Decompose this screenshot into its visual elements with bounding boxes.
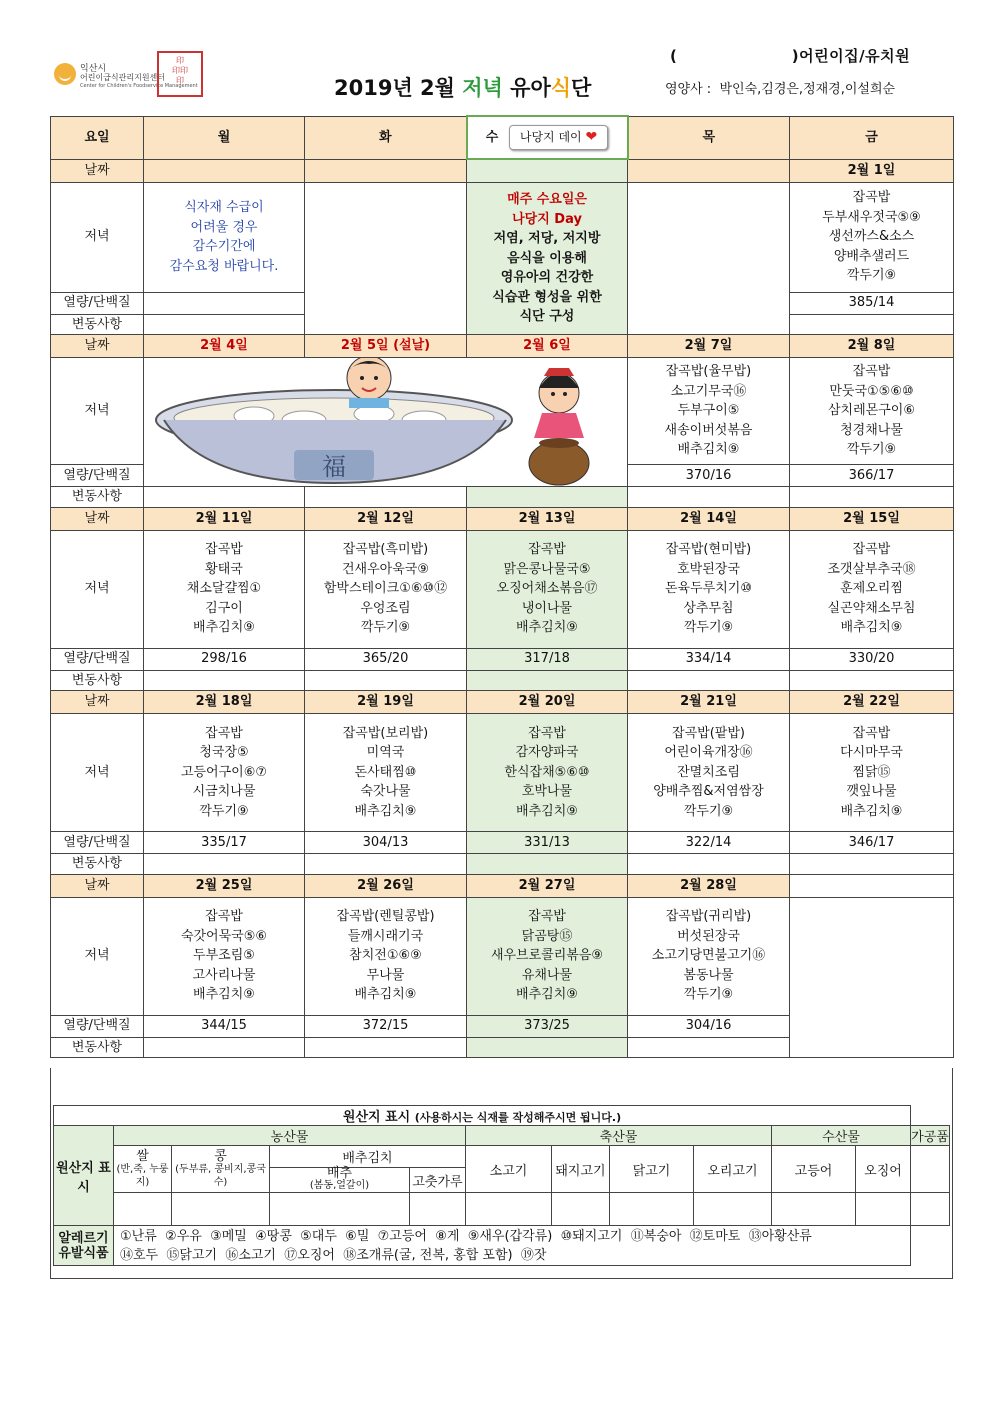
empty-menu-cell [790,897,954,1058]
changes-label: 변동사항 [51,487,144,508]
menu-item: 잡곡밥 [205,542,243,558]
allergy-label: 알레르기 유발식품 [54,1226,114,1266]
menu-cell [467,714,628,832]
allergy-line: ①난류 ②우유 ③메밀 ④땅콩 ⑤대두 ⑥밀 ⑦고등어 ⑧게 ⑨새우(갑각류) ⑩돼지고기 ⑪복숭아 ⑫토마토 ⑬아황산류 [120,1228,812,1244]
origin-title [54,1106,911,1126]
nutrition-cell: 334/14 [628,648,790,670]
menu-item: 깍두기⑨ [683,620,734,636]
menu-item: 두부새우젓국⑤⑨ [822,209,921,225]
nutrition-cell: 385/14 [790,292,954,314]
date-label: 날짜 [51,507,144,530]
fortune-character: 福 [322,453,346,481]
processed-header [911,1146,950,1193]
menu-item: 두부조림⑤ [193,948,255,964]
origin-input[interactable] [772,1193,856,1226]
date-cell: 2월 1일 [790,159,954,182]
menu-cell [144,897,305,1015]
menu-item: 닭곰탕⑮ [521,928,573,944]
nutrition-cell: 365/20 [305,648,467,670]
nutrition-row-week4 [51,832,954,854]
title-sik: 식 [550,76,572,100]
allergy-list [114,1226,911,1266]
menu-item: 돈육두루치기⑩ [664,581,752,597]
menu-item: 숙갓어묵국⑤⑥ [180,928,268,944]
naday-line: 매주 수요일은 [507,192,587,207]
date-cell: 2월 25일 [144,874,305,897]
changes-cell[interactable] [467,670,628,691]
rice-label: 쌀 [136,1148,149,1164]
menu-item: 잡곡밥(보리밥) [342,725,429,741]
nutrition-cell: 372/15 [305,1015,467,1037]
date-cell: 2월 20일 [467,691,628,714]
menu-table [50,115,954,1058]
smile-logo-icon [54,63,76,85]
menu-cell [628,358,790,465]
changes-cell[interactable] [144,854,305,875]
nutrition-cell: 344/15 [144,1015,305,1037]
supply-notice [144,182,305,292]
cabbage-header [270,1168,410,1193]
changes-cell[interactable] [790,314,954,335]
menu-item: 봄동나물 [683,967,734,983]
menu-item: 조갯살부추국⑱ [827,561,916,577]
nutrition-cell: 330/20 [790,648,954,670]
menu-item: 고등어구이⑥⑦ [180,764,268,780]
page-title [334,72,591,102]
menu-item: 잡곡밥(렌틸콩밥) [336,909,435,925]
changes-cell[interactable] [144,314,305,335]
menu-cell [628,530,790,648]
origin-input[interactable] [911,1193,950,1226]
menu-item: 깍두기⑨ [683,987,734,1003]
empty-menu-cell [305,182,467,335]
menu-item: 건새우아욱국⑨ [341,561,429,577]
menu-item: 양배추샐러드 [833,248,910,264]
header-wed [467,116,628,159]
menu-item: 한식잡채⑤⑥⑩ [504,764,590,780]
origin-label: 원산지 표시 [54,1126,114,1226]
title-dinner: 저녁 [462,76,503,100]
nutrition-cell: 335/17 [144,832,305,854]
date-row-week4 [51,691,954,714]
date-cell-holiday: 2월 6일 [467,335,628,358]
dinner-label: 저녁 [51,182,144,292]
menu-item: 오징어채소볶음⑰ [496,581,598,597]
bean-label: 콩 [214,1148,227,1164]
rice-header [114,1146,172,1193]
menu-item: 잡곡밥 [205,725,243,741]
menu-item: 유채나물 [521,967,573,983]
origin-title-note: (사용하시는 식재를 작성해주시면 됩니다.) [414,1111,622,1124]
nutrition-cell: 322/14 [628,832,790,854]
origin-input[interactable] [270,1193,410,1226]
changes-cell[interactable] [144,670,305,691]
menu-item: 배추김치⑨ [354,987,417,1003]
nutrition-label: 열량/단백질 [51,292,144,314]
heart-icon: ❤ [585,128,598,145]
changes-label: 변동사항 [51,1037,144,1058]
changes-label: 변동사항 [51,314,144,335]
menu-item: 호박된장국 [677,561,740,577]
nutrition-cell: 373/25 [467,1015,628,1037]
allergy-line: ⑭호두 ⑮닭고기 ⑯소고기 ⑰오징어 ⑱조개류(굴, 전복, 홍합 포함) ⑲잣 [120,1247,547,1263]
menu-item: 버섯된장국 [677,928,740,944]
menu-item: 두부구이⑤ [677,403,740,419]
changes-cell[interactable] [790,487,954,508]
naday-description [467,182,628,335]
dinner-row-week2 [51,358,954,465]
menu-item: 잡곡밥 [852,542,891,558]
menu-item: 깍두기⑨ [360,620,411,636]
menu-item: 배추김치⑨ [840,620,903,636]
header-wed-label: 수 [485,129,499,145]
menu-item: 잡곡밥 [852,725,891,741]
changes-cell[interactable] [305,487,467,508]
origin-input[interactable] [172,1193,270,1226]
menu-item: 우엉조림 [360,600,411,616]
menu-item: 배추김치⑨ [840,803,903,819]
date-cell: 2월 27일 [467,874,628,897]
dietitian-names: 영양사 : 박인숙,김경은,정재경,이설희순 [665,82,896,97]
header-tue: 화 [305,116,467,159]
official-seal-icon: 印 印印 印 [157,51,203,97]
date-cell: 2월 8일 [790,335,954,358]
tteokguk-bowl-icon [144,358,628,486]
menu-item: 청국장⑤ [199,745,249,761]
menu-item: 잡곡밥 [528,909,566,925]
nutrition-label: 열량/단백질 [51,832,144,854]
menu-item: 숙갓나물 [360,784,411,800]
menu-cell [467,897,628,1015]
menu-item: 새송이버섯볶음 [664,422,753,438]
date-label: 날짜 [51,159,144,182]
menu-item: 잡곡밥(팥밥) [672,725,745,741]
menu-cell [305,897,467,1015]
notice-line: 식자재 수급이 [184,200,264,215]
nutrition-row-week3 [51,648,954,670]
dinner-row-week5 [51,897,954,1015]
menu-cell [305,530,467,648]
menu-item: 참치전①⑥⑨ [349,948,422,964]
menu-item: 소고기당면불고기⑯ [651,948,766,964]
date-cell [628,159,790,182]
agri-group: 농산물 [114,1126,466,1146]
menu-item: 시금치나물 [192,784,256,800]
logo-city: 익산시 [80,64,107,74]
menu-item: 청경채나물 [840,422,903,438]
dinner-label: 저녁 [51,897,144,1015]
date-cell: 2월 21일 [628,691,790,714]
menu-item: 잡곡밥 [528,542,566,558]
origin-title-main: 원산지 표시 [342,1110,411,1125]
date-cell: 2월 11일 [144,507,305,530]
menu-item: 맑은콩나물국⑤ [503,561,591,577]
menu-item: 들깨시래기국 [347,928,424,944]
nutrition-label: 열량/단백질 [51,1015,144,1037]
date-cell: 2월 18일 [144,691,305,714]
menu-cell [144,714,305,832]
menu-item: 미역국 [366,745,405,761]
header-label: 요일 [51,116,144,159]
naday-line: 영유아의 건강한 [500,270,594,285]
pork-header: 돼지고기 [552,1146,610,1193]
title-dan: 단 [571,76,592,100]
header-mon: 월 [144,116,305,159]
date-label: 날짜 [51,691,144,714]
date-cell [305,159,467,182]
kimchi-header: 배추김치 [270,1146,466,1168]
nutrition-cell: 370/16 [628,464,790,486]
menu-item: 깍두기⑨ [846,268,897,284]
date-cell: 2월 19일 [305,691,467,714]
menu-item: 삼치레몬구이⑥ [827,403,915,419]
dinner-row-week3 [51,530,954,648]
pepper-header: 고춧가루 [410,1168,466,1193]
dinner-row-week1 [51,182,954,292]
date-cell-holiday: 2월 5일 (설날) [305,335,467,358]
menu-item: 잡곡밥 [528,725,566,741]
squid-header: 오징어 [856,1146,911,1193]
header-fri: 금 [790,116,954,159]
changes-label: 변동사항 [51,670,144,691]
dinner-label: 저녁 [51,358,144,465]
menu-cell [305,714,467,832]
menu-item: 잡곡밥 [852,190,891,206]
origin-input[interactable] [856,1193,911,1226]
date-label: 날짜 [51,874,144,897]
menu-item: 김구이 [205,600,243,616]
origin-input[interactable] [114,1193,172,1226]
menu-item: 배추김치⑨ [193,620,255,636]
date-cell: 2월 28일 [628,874,790,897]
logo-center-name: 어린이급식관리지원센터 [80,73,166,82]
bean-sub: (두부류, 콩비지,콩국수) [175,1163,266,1188]
facility-name-field: ( )어린이집/유치원 [670,47,911,65]
nutrition-cell: 298/16 [144,648,305,670]
changes-cell[interactable] [305,854,467,875]
naday-day-label: 나당지 데이 [519,129,582,144]
date-row-week5 [51,874,954,897]
menu-item: 새우브로콜리볶음⑨ [490,948,604,964]
weekday-header-row [51,116,954,159]
naday-line: 식습관 형성을 위한 [492,289,602,305]
empty-menu-cell [628,182,790,335]
date-row-week2 [51,335,954,358]
menu-item: 깍두기⑨ [199,803,249,819]
fish-group: 수산물 [772,1126,911,1146]
chicken-header: 닭고기 [610,1146,694,1193]
menu-item: 소고기무국⑯ [670,383,747,399]
changes-cell[interactable] [144,1037,305,1058]
menu-cell [790,182,954,292]
changes-cell[interactable] [628,1037,790,1058]
date-cell: 2월 22일 [790,691,954,714]
bean-header [172,1146,270,1193]
beef-header: 소고기 [466,1146,552,1193]
changes-cell[interactable] [628,670,790,691]
date-cell [144,159,305,182]
menu-item: 호박나물 [521,784,573,800]
menu-item: 어린이육개장⑯ [664,745,753,761]
menu-item: 배추김치⑨ [193,987,255,1003]
date-cell: 2월 15일 [790,507,954,530]
menu-item: 함박스테이크①⑥⑩⑫ [323,581,448,597]
date-row-week3 [51,507,954,530]
menu-item: 생선까스&소스 [828,229,915,245]
menu-cell [628,714,790,832]
menu-item: 냉이나물 [521,600,573,616]
date-label: 날짜 [51,335,144,358]
duck-header: 오리고기 [694,1146,772,1193]
naday-line: 나당지 Day [512,211,582,227]
changes-cell[interactable] [144,487,305,508]
menu-cell [467,530,628,648]
menu-item: 배추김치⑨ [516,987,578,1003]
changes-row-week4 [51,854,954,875]
changes-cell[interactable] [628,854,790,875]
changes-row-week3 [51,670,954,691]
menu-item: 잡곡밥(율무밥) [665,364,752,380]
menu-item: 채소달걀찜① [186,581,262,597]
menu-item: 배추김치⑨ [677,442,740,458]
menu-item: 만둣국①⑤⑥⑩ [829,383,914,399]
menu-cell [628,897,790,1015]
changes-cell[interactable] [305,670,467,691]
changes-cell[interactable] [467,854,628,875]
nutrition-cell: 317/18 [467,648,628,670]
menu-item: 잡곡밥(귀리밥) [665,909,752,925]
menu-item: 다시마무국 [840,745,903,761]
naday-line: 식단 구성 [519,309,575,324]
origin-input[interactable] [552,1193,610,1226]
nutrition-cell: 304/13 [305,832,467,854]
rice-sub: (반,죽, 누룽지) [116,1163,169,1188]
title-toddler: 유아 [502,76,551,100]
lunar-new-year-illustration [144,358,628,487]
notice-line: 감수요청 바랍니다. [169,258,279,274]
menu-item: 잔멸치조림 [677,764,740,780]
menu-item: 배추김치⑨ [516,803,578,819]
menu-item: 찜닭⑮ [852,764,891,780]
changes-label: 변동사항 [51,854,144,875]
nutrition-cell: 331/13 [467,832,628,854]
notice-line: 감수기간에 [192,239,256,254]
menu-item: 잡곡밥 [852,364,891,380]
menu-item: 깻잎나물 [846,784,897,800]
naday-line: 음식을 이용해 [507,250,587,266]
menu-item: 잡곡밥(흑미밥) [342,542,429,558]
notice-line: 어려울 경우 [190,219,258,235]
nutrition-cell [144,292,305,314]
date-cell [467,159,628,182]
naday-day-button[interactable] [509,125,608,151]
menu-cell [144,530,305,648]
cabbage-sub: (봄동,얼갈이) [309,1180,370,1191]
dinner-label: 저녁 [51,530,144,648]
origin-input[interactable] [694,1193,772,1226]
title-year-month: 2019년 2월 [334,76,463,100]
menu-item: 무나물 [366,967,405,983]
origin-input[interactable] [466,1193,552,1226]
changes-row-week2 [51,487,954,508]
changes-cell[interactable] [467,487,628,508]
nutrition-label: 열량/단백질 [51,464,144,486]
changes-cell[interactable] [305,1037,467,1058]
changes-cell[interactable] [790,670,954,691]
menu-item: 돈사태찜⑩ [354,764,417,780]
changes-cell[interactable] [467,1037,628,1058]
dinner-row-week4 [51,714,954,832]
menu-item: 훈제오리찜 [840,581,903,597]
nutrition-cell: 366/17 [790,464,954,486]
menu-item: 배추김치⑨ [516,620,578,636]
menu-item: 실곤약채소무침 [827,600,916,616]
header-thu: 목 [628,116,790,159]
mackerel-header: 고등어 [772,1146,856,1193]
origin-input[interactable] [410,1193,466,1226]
nutrition-label: 열량/단백질 [51,648,144,670]
changes-cell[interactable] [790,854,954,875]
menu-item: 고사리나물 [192,967,256,983]
nutrition-cell: 346/17 [790,832,954,854]
menu-item: 깍두기⑨ [683,803,734,819]
dinner-label: 저녁 [51,714,144,832]
origin-input[interactable] [610,1193,694,1226]
changes-cell[interactable] [628,487,790,508]
date-cell: 2월 7일 [628,335,790,358]
date-cell: 2월 12일 [305,507,467,530]
logo-english: Center for Children's Foodservice Management [80,83,198,89]
menu-item: 양배추찜&저염쌈장 [653,784,764,800]
date-cell: 2월 13일 [467,507,628,530]
menu-cell [790,358,954,465]
date-cell-holiday: 2월 4일 [144,335,305,358]
cabbage-label: 배추 [326,1166,353,1181]
livestock-group: 축산물 [466,1126,772,1146]
nutrition-cell: 304/16 [628,1015,790,1037]
menu-item: 배추김치⑨ [354,803,417,819]
date-cell [790,874,954,897]
menu-item: 상추무침 [683,600,734,616]
date-cell: 2월 26일 [305,874,467,897]
date-cell: 2월 14일 [628,507,790,530]
origin-table [53,1105,950,1266]
date-row-week1 [51,159,954,182]
menu-cell [790,530,954,648]
processed-group: 가공품 [911,1126,950,1146]
menu-item: 황태국 [205,561,243,577]
naday-line: 저염, 저당, 저지방 [493,231,601,246]
menu-item: 잡곡밥 [205,909,243,925]
menu-item: 깍두기⑨ [846,442,897,458]
menu-item: 감자양파국 [515,745,579,761]
menu-item: 잡곡밥(현미밥) [665,542,752,558]
menu-cell [790,714,954,832]
